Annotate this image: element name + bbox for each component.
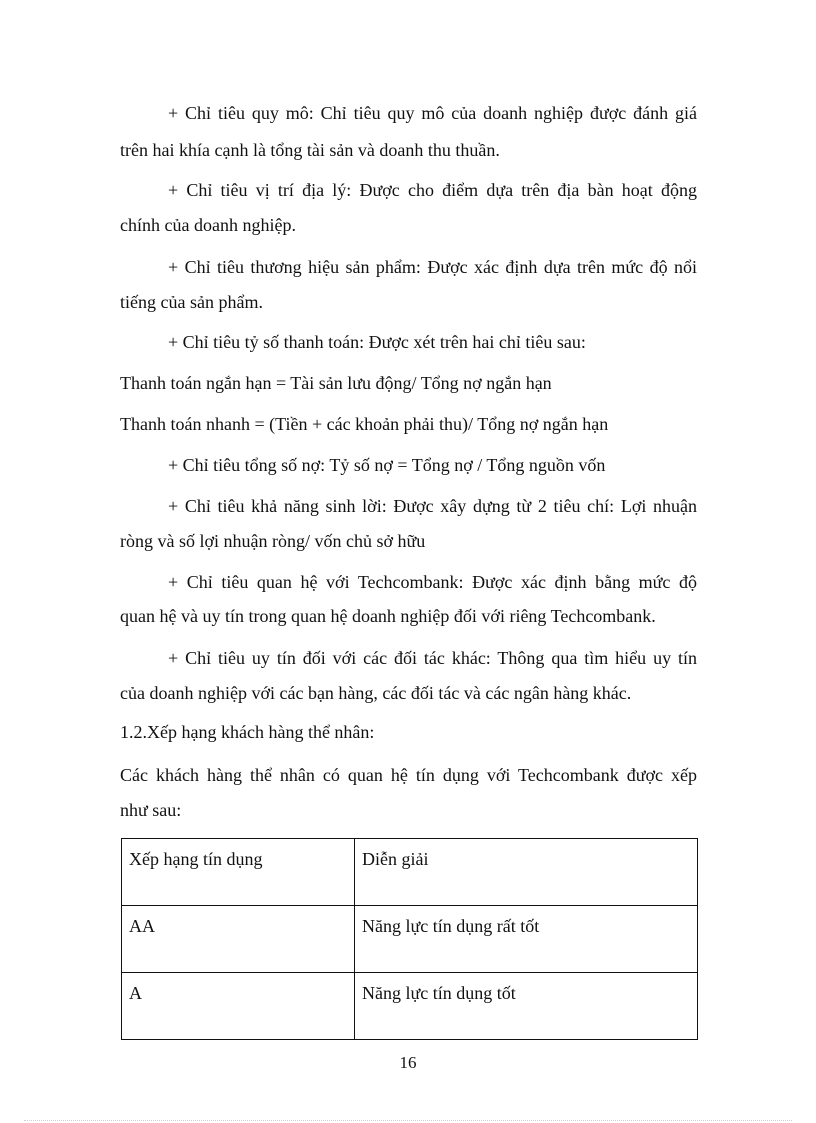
paragraph-total-debt: + Chỉ tiêu tổng số nợ: Tỷ số nợ = Tổng nợ / Tổng nguồn vốn — [168, 455, 606, 475]
paragraph-scale-line1: + Chỉ tiêu quy mô: Chỉ tiêu quy mô của doanh nghiệp được đánh giá — [168, 103, 697, 123]
paragraph-location-line1: + Chỉ tiêu vị trí địa lý: Được cho điểm dựa trên địa bàn hoạt động — [168, 180, 697, 200]
paragraph-location-line2: chính của doanh nghiệp. — [120, 215, 296, 235]
table-header-cell: Diễn giải — [355, 839, 698, 906]
paragraph-intro-line2: như sau: — [120, 800, 182, 820]
section-heading: 1.2.Xếp hạng khách hàng thể nhân: — [120, 722, 375, 742]
table-row — [122, 906, 698, 973]
page-number: 16 — [399, 1053, 417, 1072]
paragraph-brand-line1: + Chỉ tiêu thương hiệu sản phẩm: Được xác định dựa trên mức độ nổi — [168, 257, 697, 277]
paragraph-profitability-line2: ròng và số lợi nhuận ròng/ vốn chủ sở hữu — [120, 531, 426, 551]
paragraph-relationship-line2: quan hệ và uy tín trong quan hệ doanh nghiệp đối với riêng Techcombank. — [120, 606, 656, 626]
credit-rating-table — [121, 838, 698, 1040]
table-header-row — [122, 839, 698, 906]
paragraph-reputation-line1: + Chỉ tiêu uy tín đối với các đối tác khác: Thông qua tìm hiểu uy tín — [168, 648, 697, 668]
paragraph-scale-line2: trên hai khía cạnh là tổng tài sản và doanh thu thuần. — [120, 140, 500, 160]
paragraph-relationship-line1: + Chỉ tiêu quan hệ với Techcombank: Được xác định bằng mức độ — [168, 572, 697, 592]
paragraph-brand-line2: tiếng của sản phẩm. — [120, 292, 263, 312]
table-row — [122, 973, 698, 1040]
formula-quick: Thanh toán nhanh = (Tiền + các khoản phải thu)/ Tổng nợ ngắn hạn — [120, 414, 609, 434]
paragraph-payment-ratio: + Chỉ tiêu tỷ số thanh toán: Được xét trên hai chỉ tiêu sau: — [168, 332, 586, 352]
paragraph-intro-line1: Các khách hàng thể nhân có quan hệ tín dụng với Techcombank được xếp — [120, 765, 697, 785]
paragraph-profitability-line1: + Chỉ tiêu khả năng sinh lời: Được xây dựng từ 2 tiêu chí: Lợi nhuận — [168, 496, 697, 516]
table-cell: Năng lực tín dụng rất tốt — [355, 906, 698, 973]
page-bottom-divider — [24, 1120, 792, 1121]
table-cell: AA — [122, 906, 355, 973]
paragraph-reputation-line2: của doanh nghiệp với các bạn hàng, các đối tác và các ngân hàng khác. — [120, 683, 632, 703]
table-cell: A — [122, 973, 355, 1040]
table-cell: Năng lực tín dụng tốt — [355, 973, 698, 1040]
table-header-cell: Xếp hạng tín dụng — [122, 839, 355, 906]
formula-short-term: Thanh toán ngắn hạn = Tài sản lưu động/ Tổng nợ ngắn hạn — [120, 373, 552, 393]
